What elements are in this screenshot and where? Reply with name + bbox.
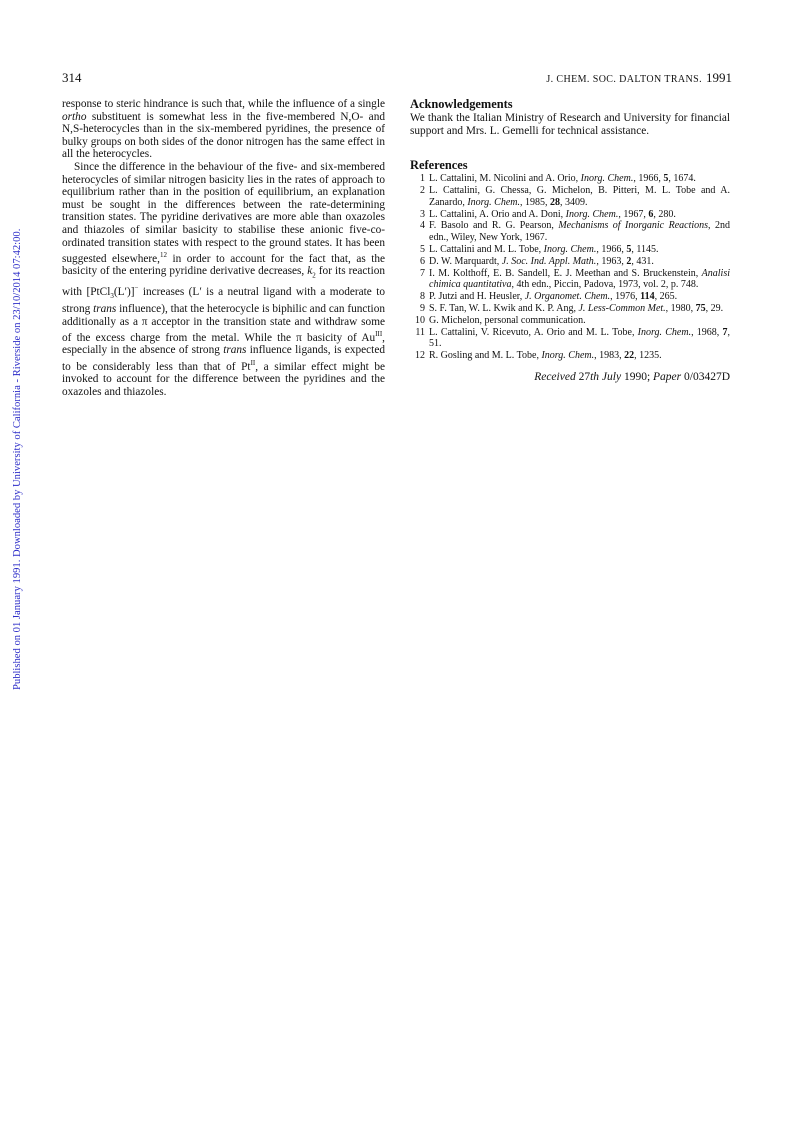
reference-item: 8 P. Jutzi and H. Heusler, J. Organomet. Chem., 1976, 114, 265.: [420, 291, 678, 303]
references-heading: References: [410, 158, 468, 173]
reference-item: 5 L. Cattalini and M. L. Tobe, Inorg. Chem., 1966, 5, 1145.: [420, 243, 659, 255]
reference-item: 11 L. Cattalini, V. Ricevuto, A. Orio and M. L. Tobe, Inorg. Chem., 1968, 7, 51.: [415, 326, 731, 350]
received-line: Received 27th July 1990; Paper 0/03427D: [534, 370, 730, 383]
reference-item: 4 F. Basolo and R. G. Pearson, Mechanisms of Inorganic Reactions, 2nd edn., Wiley, New York, 1967.: [420, 220, 730, 244]
paragraph-2: Since the difference in the behaviour of the five- and six-membered heterocycles of similar nitrogen basicity lies in the rates of approach to equilibrium rather than in the position of equilibrium, an explanation must be sought in the differences between the rate-determining transition states. The pyridine derivatives are more able than oxazoles and thiazoles of similar basicity to stabilise these anionic five-co-ordinated transition states with respect to the ground states. It has been suggested elsewhere,$^{12}$ in order to account for the fact that, as the basicity of the entering pyridine derivative decreases, $k_2$ for its reaction with [PtCl$_3$(L′)]− increases (L′ is a neutral ligand with a moderate to strong trans influence), that the heterocycle is biphilic and can function additionally as a π acceptor in the transition state and withdraw some of the excess charge from the metal. While the π basicity of $Au^{III}$, especially in the absence of strong trans influence ligands, is expected to be considerably less than that of $Pt^{II}$, a similar effect might be invoked to account for the difference between the pyridines and the oxazoles and thiazoles.: [62, 160, 386, 399]
acknowledgements-text: We thank the Italian Ministry of Research and University for financial support and Mrs. L. Gemelli for technical assistance.: [410, 112, 730, 137]
reference-item: 12 R. Gosling and M. L. Tobe, Inorg. Chem., 1983, 22, 1235.: [415, 350, 662, 362]
references-section: [410, 159, 730, 362]
left-column: [62, 98, 385, 399]
journal-year: 1991: [706, 70, 732, 85]
reference-item: 10 G. Michelon, personal communication.: [415, 314, 586, 326]
reference-item: 2 L. Cattalini, G. Chessa, G. Michelon, B. Pitteri, M. L. Tobe and A. Zanardo, Inorg. Chem., 1985, 28, 3409.: [420, 184, 730, 208]
reference-item: 9 S. F. Tan, W. L. Kwik and K. P. Ang, J. Less-Common Met., 1980, 75, 29.: [420, 302, 724, 314]
paragraph-1: response to steric hindrance is such that, while the influence of a single ortho substituent is somewhat less in the five-membered N,O- and N,S-heterocycles than in the six-membered pyridines, the presence of bulky groups on both sides of the donor nitrogen has the same effect in all the heterocycles.: [62, 98, 385, 161]
acknowledgements-heading: Acknowledgements: [410, 97, 513, 111]
reference-item: 6 D. W. Marquardt, J. Soc. Ind. Appl. Math., 1963, 2, 431.: [420, 255, 654, 267]
references-list: [410, 173, 730, 362]
download-watermark: [4, 30, 23, 690]
reference-item: 7 I. M. Kolthoff, E. B. Sandell, E. J. Meethan and S. Bruckenstein, Analisi chimica quantitativa, 4th edn., Piccin, Padova, 1973, vol. 2, p. 748.: [420, 267, 730, 291]
acknowledgements-section: [410, 98, 730, 137]
reference-item: 1 L. Cattalini, M. Nicolini and A. Orio, Inorg. Chem., 1966, 5, 1674.: [420, 173, 696, 185]
right-column: [410, 98, 730, 384]
journal-name: J. CHEM. SOC. DALTON TRANS.: [546, 74, 702, 85]
reference-item: 3 L. Cattalini, A. Orio and A. Doni, Inorg. Chem., 1967, 6, 280.: [420, 208, 676, 220]
page-number: 314: [62, 70, 82, 85]
journal-header: [546, 70, 732, 86]
download-watermark-text: Published on 01 January 1991. Downloaded by University of California - Riverside on 23/10/2014 07:42:00.: [12, 228, 23, 690]
